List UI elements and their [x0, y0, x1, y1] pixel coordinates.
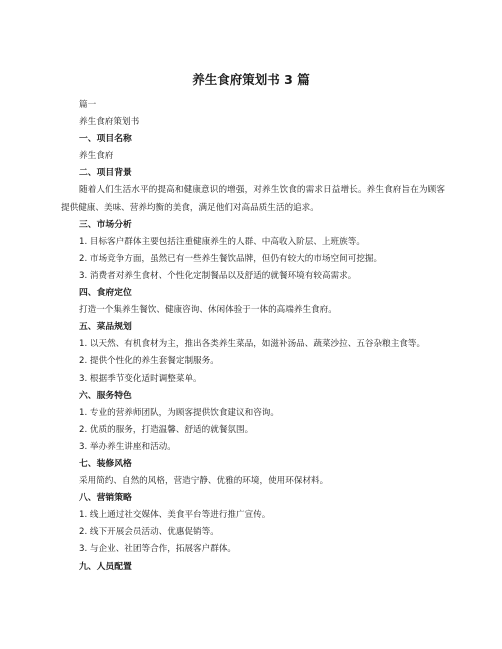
service-item: 1. 专业的营养师团队，为顾客提供饮食建议和咨询。: [79, 407, 279, 418]
section-heading-menu-planning: 五、菜品规划: [79, 322, 132, 333]
document-title: 养生食府策划书 3 篇: [192, 72, 310, 87]
decoration-text: 采用简约、自然的风格，营造宁静、优雅的环境，使用环保材料。: [79, 476, 329, 487]
positioning-text: 打造一个集养生餐饮、健康咨询、休闲体验于一体的高端养生食府。: [79, 305, 337, 316]
document-subtitle: 养生食府策划书: [79, 117, 140, 128]
section-heading-marketing: 八、营销策略: [79, 493, 132, 504]
section-heading-staffing: 九、人员配置: [79, 561, 132, 572]
project-name-text: 养生食府: [79, 151, 114, 162]
document-body: [61, 97, 445, 576]
service-item: 3. 举办养生讲座和活动。: [79, 441, 176, 452]
section-heading-positioning: 四、食府定位: [79, 288, 132, 299]
section-heading-decoration-style: 七、装修风格: [79, 458, 132, 469]
marketing-item: 2. 线下开展会员活动、优惠促销等。: [79, 527, 219, 538]
service-item: 2. 优质的服务，打造温馨、舒适的就餐氛围。: [79, 424, 254, 435]
part-label: 篇一: [79, 100, 97, 110]
market-item: 3. 消费者对养生食材、个性化定制餐品以及舒适的就餐环境有较高需求。: [79, 270, 357, 281]
section-heading-service-features: 六、服务特色: [79, 390, 132, 401]
marketing-item: 3. 与企业、社团等合作，拓展客户群体。: [79, 544, 237, 555]
section-heading-market-analysis: 三、市场分析: [79, 219, 132, 230]
market-item: 2. 市场竞争方面，虽然已有一些养生餐饮品牌，但仍有较大的市场空间可挖掘。: [79, 253, 383, 264]
marketing-item: 1. 线上通过社交媒体、美食平台等进行推广宣传。: [79, 510, 271, 521]
menu-item: 2. 提供个性化的养生套餐定制服务。: [79, 356, 219, 367]
market-item: 1. 目标客户群体主要包括注重健康养生的人群、中高收入阶层、上班族等。: [79, 236, 365, 247]
section-heading-project-name: 一、项目名称: [79, 134, 132, 145]
menu-item: 3. 根据季节变化适时调整菜单。: [79, 373, 202, 384]
menu-item: 1. 以天然、有机食材为主，推出各类养生菜品，如滋补汤品、蔬菜沙拉、五谷杂粮主食等。: [79, 339, 426, 350]
background-paragraph: 随着人们生活水平的提高和健康意识的增强，对养生饮食的需求日益增长。养生食府旨在为顾客提供健康、美味、营养均衡的美食，满足他们对高品质生活的追求。: [61, 185, 445, 213]
section-heading-background: 二、项目背景: [79, 168, 132, 179]
